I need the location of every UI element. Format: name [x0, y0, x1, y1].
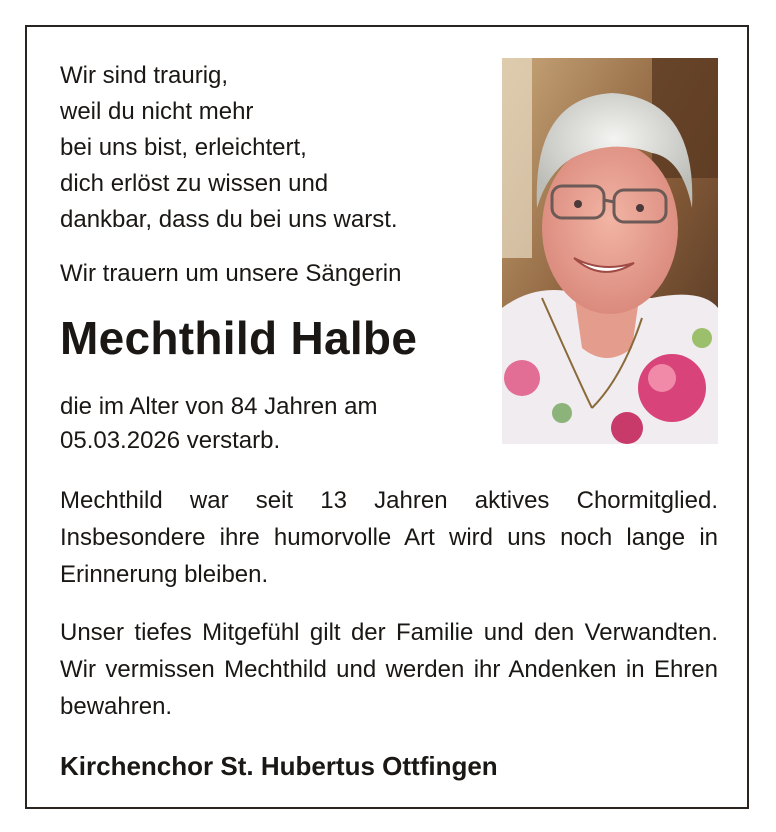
age-line: 05.03.2026 verstarb.: [60, 427, 281, 454]
condolence-paragraph: Unser tiefes Mitgefühl gilt der Familie und den Verwandten. Wir vermissen Mechthild und werden ihr Andenken in Ehren bewahren.: [60, 619, 718, 720]
mourning-intro: Wir trauern um unsere Sängerin: [60, 260, 402, 287]
poem-line: Wir sind traurig,: [60, 62, 229, 89]
deceased-name: Mechthild Halbe: [60, 312, 418, 364]
tribute-paragraph: Mechthild war seit 13 Jahren aktives Chormitglied. Insbesondere ihre humorvolle Art wird uns noch lange in Erinnerung bleiben.: [60, 487, 718, 588]
age-statement: [60, 390, 378, 458]
poem-line: weil du nicht mehr: [60, 98, 254, 125]
poem: [60, 58, 398, 238]
signature: Kirchenchor St. Hubertus Ottfingen: [60, 751, 498, 781]
poem-line: dich erlöst zu wissen und: [60, 170, 329, 197]
age-line: die im Alter von 84 Jahren am: [60, 393, 378, 420]
portrait-photo: [502, 58, 718, 444]
poem-line: dankbar, dass du bei uns warst.: [60, 206, 398, 233]
poem-line: bei uns bist, erleichtert,: [60, 134, 307, 161]
